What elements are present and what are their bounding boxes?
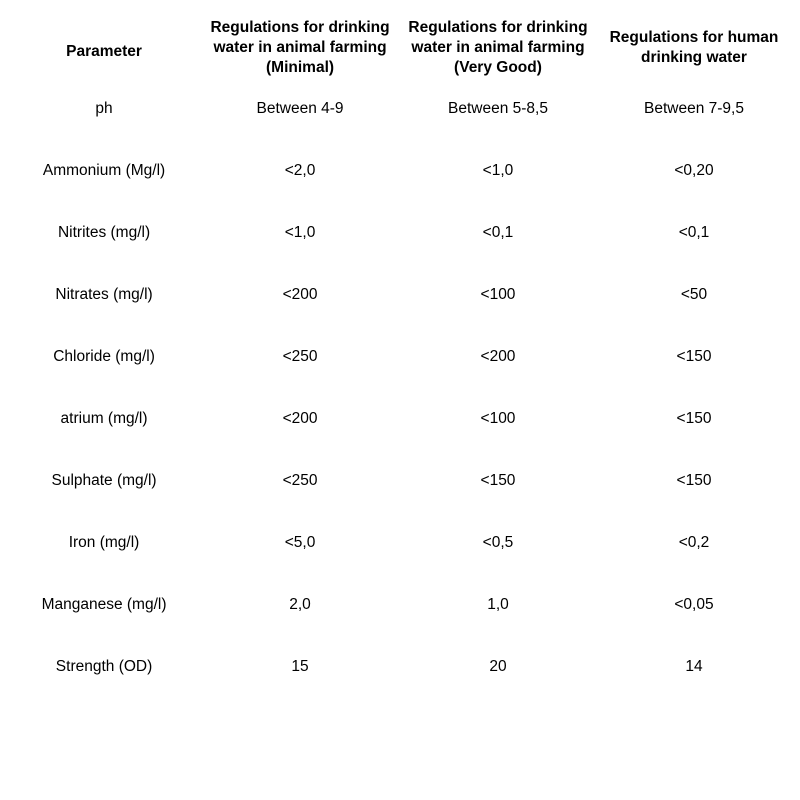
cell-parameter: atrium (mg/l): [60, 410, 148, 428]
cell-very-good: <0,5: [482, 534, 514, 552]
cell-parameter: Chloride (mg/l): [53, 348, 155, 366]
cell-minimal: <250: [282, 348, 318, 366]
table-row: [8, 388, 792, 450]
water-regulations-table: [8, 18, 792, 698]
cell-parameter: Manganese (mg/l): [41, 596, 167, 614]
table-row: [8, 78, 792, 140]
cell-minimal: 2,0: [289, 596, 311, 614]
cell-very-good: <100: [480, 286, 516, 304]
cell-minimal: <1,0: [284, 224, 316, 242]
cell-human: <0,20: [674, 162, 714, 180]
cell-minimal: Between 4-9: [256, 100, 344, 118]
column-header-parameter: Parameter: [66, 43, 142, 60]
table-row: [8, 512, 792, 574]
cell-very-good: <200: [480, 348, 516, 366]
cell-human: <150: [676, 410, 712, 428]
cell-parameter: Sulphate (mg/l): [51, 472, 157, 490]
table-row: [8, 264, 792, 326]
cell-human: <150: [676, 472, 712, 490]
cell-minimal: <5,0: [284, 534, 316, 552]
column-header-very-good: Regulations for drinking water in animal farming (Very Good): [408, 19, 588, 77]
cell-minimal: <200: [282, 286, 318, 304]
cell-human: <0,05: [674, 596, 714, 614]
cell-minimal: <2,0: [284, 162, 316, 180]
table-row: [8, 140, 792, 202]
cell-parameter: Iron (mg/l): [68, 534, 140, 552]
cell-human: <150: [676, 348, 712, 366]
cell-parameter: Ammonium (Mg/l): [42, 162, 166, 180]
cell-very-good: 20: [489, 658, 507, 676]
cell-human: <0,1: [678, 224, 710, 242]
cell-human: Between 7-9,5: [644, 100, 744, 118]
column-header-human: Regulations for human drinking water: [609, 29, 779, 67]
cell-minimal: 15: [291, 658, 309, 676]
column-header-minimal: Regulations for drinking water in animal farming (Minimal): [210, 19, 390, 77]
cell-very-good: <150: [480, 472, 516, 490]
cell-parameter: Nitrates (mg/l): [55, 286, 153, 304]
cell-parameter: Nitrites (mg/l): [57, 224, 151, 242]
cell-very-good: <100: [480, 410, 516, 428]
table-row: [8, 326, 792, 388]
cell-human: 14: [685, 658, 703, 676]
cell-human: <0,2: [678, 534, 710, 552]
table-row: [8, 636, 792, 698]
cell-very-good: <0,1: [482, 224, 514, 242]
cell-very-good: <1,0: [482, 162, 514, 180]
table-row: [8, 450, 792, 512]
table-row: [8, 202, 792, 264]
table-body: [8, 78, 792, 698]
cell-minimal: <200: [282, 410, 318, 428]
cell-parameter: ph: [95, 100, 113, 118]
table-row: [8, 574, 792, 636]
table-header: [8, 18, 792, 78]
cell-very-good: 1,0: [487, 596, 509, 614]
cell-minimal: <250: [282, 472, 318, 490]
cell-human: <50: [680, 286, 708, 304]
table-header-row: [8, 18, 792, 78]
cell-very-good: Between 5-8,5: [448, 100, 548, 118]
cell-parameter: Strength (OD): [55, 658, 153, 676]
